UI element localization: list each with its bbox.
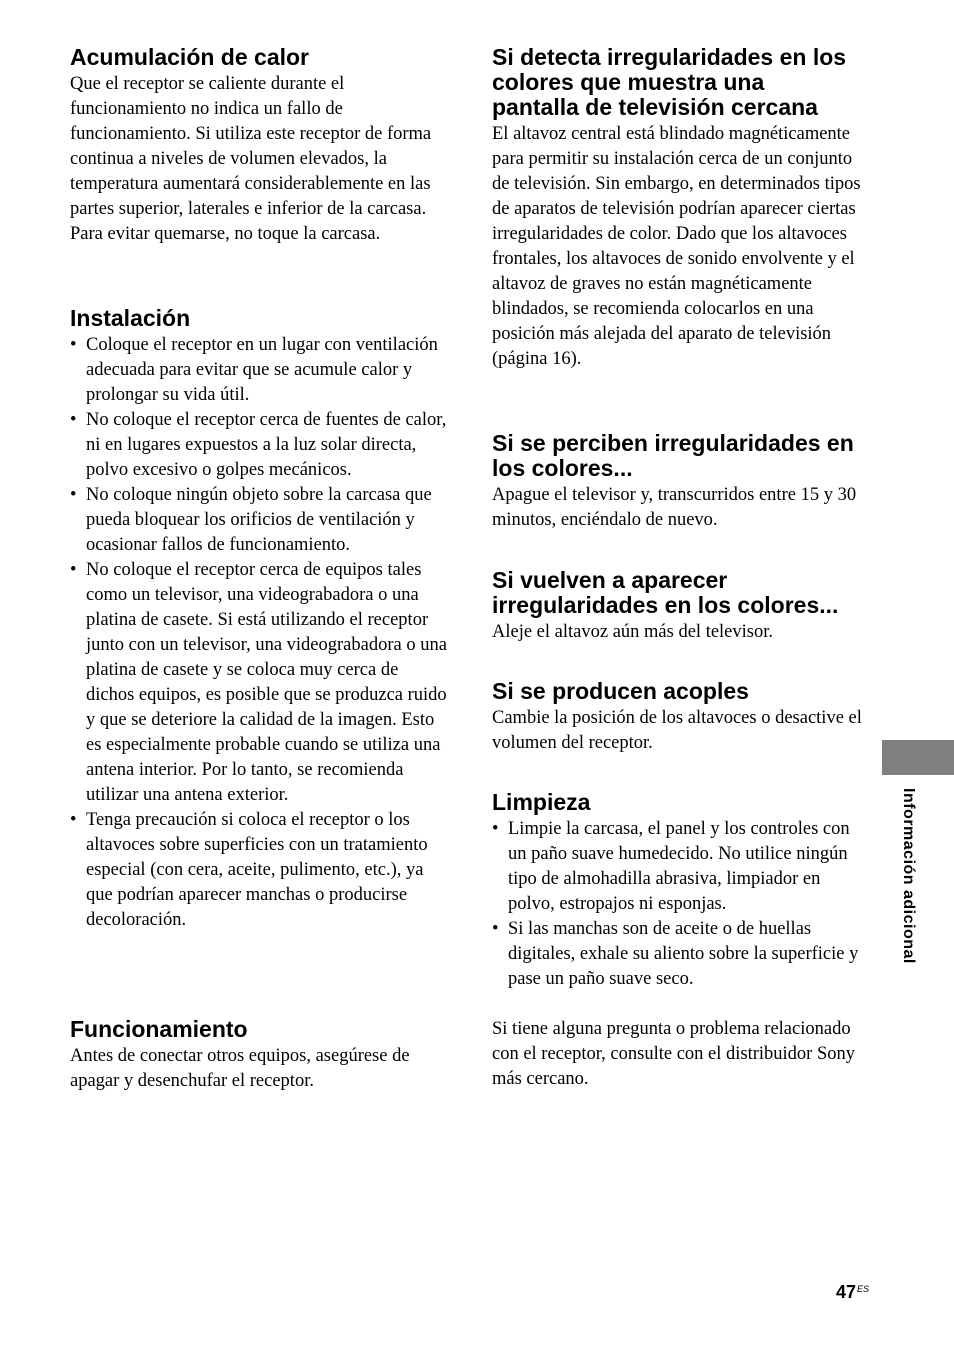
perceived-section [492, 431, 870, 533]
list-item: • Tenga precaución si coloca el receptor o los altavoces sobre superficies con un tratamiento especial (con cera, aceite, pulimento, etc.), ya que podrían aparecer manchas o producirse decoloración. [70, 808, 450, 933]
cleaning-section [492, 790, 870, 1092]
page-number-value: 47 [836, 1282, 857, 1302]
page-number-suffix: ES [857, 1284, 870, 1294]
list-item: • No coloque el receptor cerca de fuentes de calor, ni en lugares expuestos a la luz solar directa, polvo excesivo o golpes mecánicos. [70, 408, 450, 483]
install-section [70, 306, 450, 933]
reappear-section [492, 568, 870, 645]
tv-colors-heading: Si detecta irregularidades en los colores que muestra una pantalla de televisión cercana [492, 44, 847, 120]
section-tab-marker [882, 740, 954, 775]
feedback-section [492, 679, 870, 756]
section-tab-label: Información adicional [900, 788, 917, 964]
reappear-body: Aleje el altavoz aún más del televisor. [492, 622, 773, 642]
list-item: • No coloque ningún objeto sobre la carcasa que pueda bloquear los orificios de ventilación y ocasionar fallos de funcionamiento. [70, 483, 450, 558]
list-item: • Si las manchas son de aceite o de huellas digitales, exhale su aliento sobre la superficie y pase un paño suave seco. [492, 917, 870, 992]
cleaning-heading: Limpieza [492, 789, 591, 815]
cleaning-closing: Si tiene alguna pregunta o problema relacionado con el receptor, consulte con el distribuidor Sony más cercano. [492, 1019, 855, 1089]
list-item: • Limpie la carcasa, el panel y los controles con un paño suave humedecido. No utilice ningún tipo de almohadilla abrasiva, limpiador en polvo, estropajos ni esponjas. [492, 817, 870, 917]
heat-section [70, 45, 450, 247]
feedback-heading: Si se producen acoples [492, 678, 749, 704]
operation-heading: Funcionamiento [70, 1016, 248, 1042]
tv-colors-section [492, 45, 870, 372]
heat-body: Que el receptor se caliente durante el funcionamiento no indica un fallo de funcionamiento. Si utiliza este receptor de forma continua a niveles de volumen elevados, la temperatura aumentará considerablemente en las partes superior, laterales e inferior de la carcasa. Para evitar quemarse, no toque la carcasa. [70, 74, 432, 244]
page-number [836, 1282, 869, 1303]
cleaning-list [492, 817, 870, 992]
heat-heading: Acumulación de calor [70, 44, 310, 70]
perceived-body: Apague el televisor y, transcurridos entre 15 y 30 minutos, enciéndalo de nuevo. [492, 485, 857, 530]
operation-body: Antes de conectar otros equipos, asegúrese de apagar y desenchufar el receptor. [70, 1046, 410, 1091]
tv-colors-body: El altavoz central está blindado magnéticamente para permitir su instalación cerca de un conjunto de televisión. Sin embargo, en determinados tipos de aparatos de televisión podrían aparecer ciertas irregularidades de color. Dado que los altavoces frontales, los altavoces de sonido envolvente y el altavoz de graves no están magnéticamente blindados, se recomienda colocarlos en una posición más alejada del aparato de televisión (página 16). [492, 124, 861, 369]
reappear-heading: Si vuelven a aparecer irregularidades en los colores... [492, 567, 839, 618]
operation-section [70, 1017, 450, 1094]
perceived-heading: Si se perciben irregularidades en los colores... [492, 430, 854, 481]
install-list [70, 333, 450, 933]
feedback-body: Cambie la posición de los altavoces o desactive el volumen del receptor. [492, 708, 862, 753]
install-heading: Instalación [70, 305, 191, 331]
list-item: • Coloque el receptor en un lugar con ventilación adecuada para evitar que se acumule calor y prolongar su vida útil. [70, 333, 450, 408]
list-item: • No coloque el receptor cerca de equipos tales como un televisor, una videograbadora o una platina de casete. Si está utilizando el receptor junto con un televisor, una videograbadora o una platina de casete y se coloca muy cerca de dichos equipos, es posible que se produzca ruido y que se deteriore la calidad de la imagen. Esto es especialmente probable cuando se utiliza una antena interior. Por lo tanto, se recomienda utilizar una antena exterior. [70, 558, 450, 808]
